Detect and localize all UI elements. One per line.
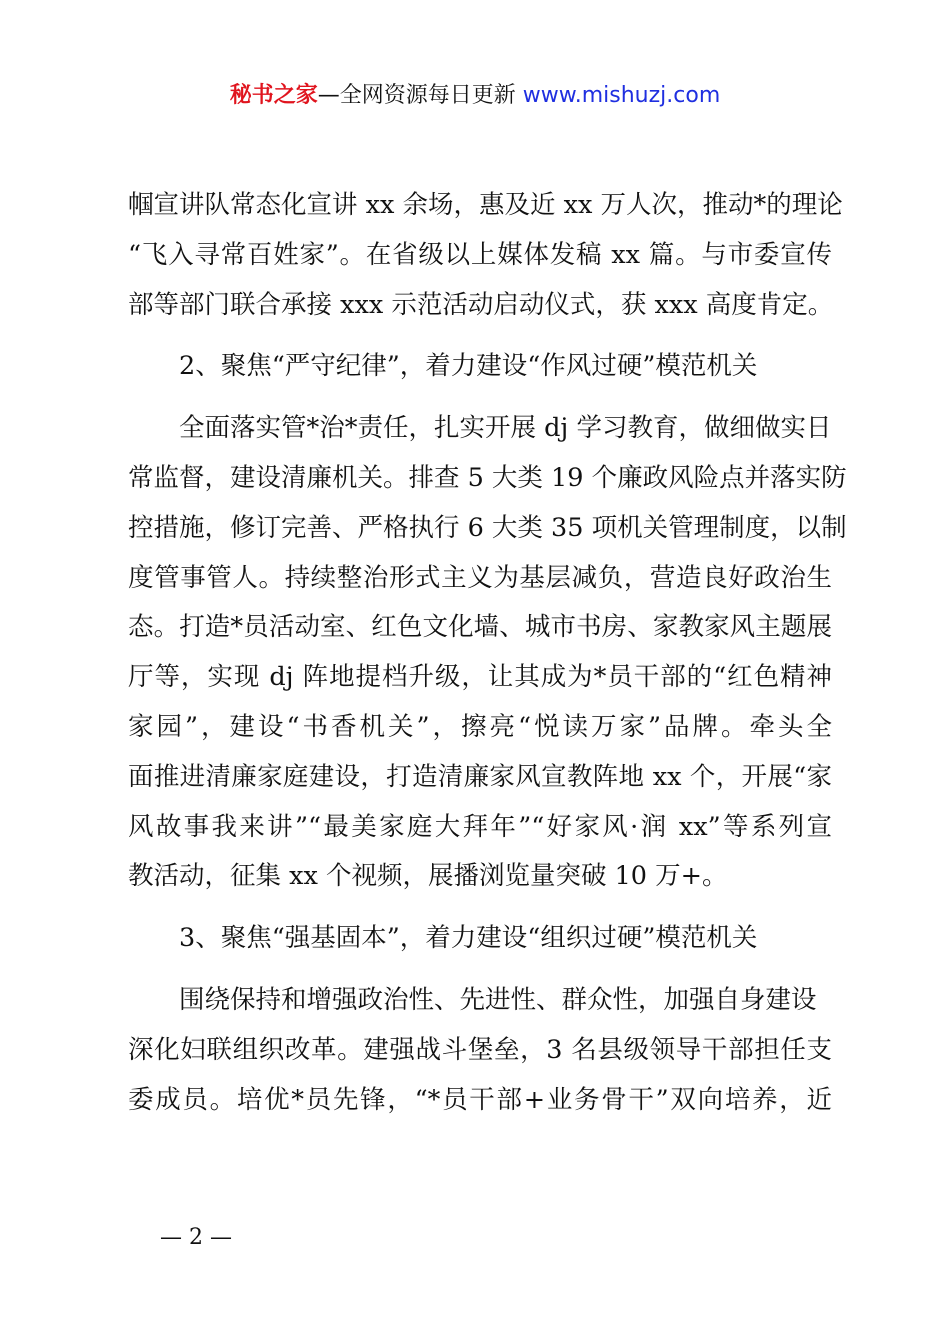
document-body [128,181,847,1125]
text-line: 委成员。培优*员先锋，“*员干部+业务骨干”双向培养，近 [128,1084,832,1115]
text-line: 家园”，建设“书香机关”，擦亮“悦读万家”品牌。牵头全 [128,711,832,742]
text-line: “飞入寻常百姓家”。在省级以上媒体发稿 xx 篇。与市委宣传 [128,239,832,270]
text-line: 帼宣讲队常态化宣讲 xx 余场，惠及近 xx 万人次，推动*的理论 [128,190,843,220]
text-line: 面推进清廉家庭建设，打造清廉家风宣教阵地 xx 个，开展“家 [128,761,832,792]
text-line: 风故事我来讲”“最美家庭大拜年”“好家风·润 xx”等系列宣 [128,811,832,842]
brand-name: 秘书之家 [229,83,318,108]
paragraph-3 [128,976,832,1125]
text-line: 深化妇联组织改革。建强战斗堡垒，3 名县级领导干部担任支 [128,1034,832,1065]
site-header [0,80,950,112]
text-line: 态。打造*员活动室、红色文化墙、城市书房、家教家风主题展 [128,612,832,643]
paragraph-1 [128,181,843,330]
text-line: 厅等，实现 dj 阵地提档升级，让其成为*员干部的“红色精神 [128,662,832,693]
page-number: — 2 — [160,1225,232,1250]
text-line: 控措施，修订完善、严格执行 6 大类 35 项机关管理制度，以制 [128,512,847,543]
text-line: 常监督，建设清廉机关。排查 5 大类 19 个廉政风险点并落实防 [128,462,847,493]
text-line: 部等部门联合承接 xxx 示范活动启动仪式，获 xxx 高度肯定。 [128,289,834,320]
section-heading-3: 3、聚焦“强基固本”，着力建设“组织过硬”模范机关 [179,923,758,954]
site-url-link[interactable]: www.mishuzj.com [522,83,721,108]
text-line: 度管事管人。持续整治形式主义为基层减负，营造良好政治生 [128,562,832,593]
header-tagline: —全网资源每日更新 [317,83,516,108]
text-line: 教活动，征集 xx 个视频，展播浏览量突破 10 万+。 [128,861,728,892]
paragraph-2 [128,404,847,902]
text-line: 围绕保持和增强政治性、先进性、群众性，加强自身建设 [179,984,817,1015]
text-line: 全面落实管*治*责任，扎实开展 dj 学习教育，做细做实日 [179,413,832,444]
section-heading-2: 2、聚焦“严守纪律”，着力建设“作风过硬”模范机关 [179,351,758,382]
